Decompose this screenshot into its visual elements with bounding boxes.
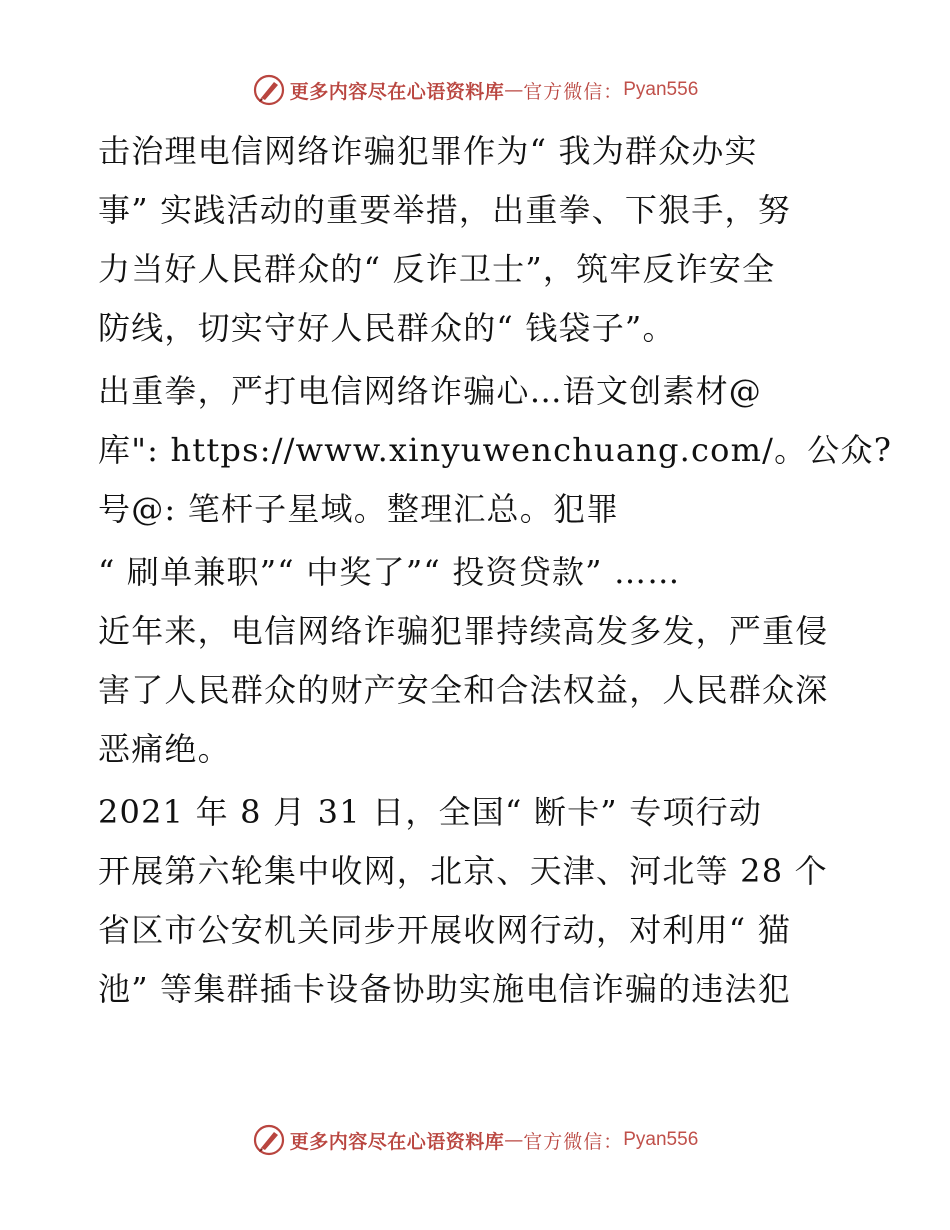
footer-wechat-label: 官方微信： bbox=[523, 1130, 624, 1153]
paragraph-3 bbox=[98, 543, 858, 779]
text-line: 库": https://www.xinyuwenchuang.com/。公众? bbox=[98, 431, 893, 469]
text-line: “ 刷单兼职”“ 中奖了”“ 投资贷款” …… bbox=[98, 553, 681, 591]
header-separator: — bbox=[504, 79, 524, 101]
header-wechat-label: 官方微信： bbox=[523, 80, 624, 103]
text-line: 恶痛绝。 bbox=[98, 730, 231, 768]
text-line: 开展第六轮集中收网，北京、天津、河北等 28 个 bbox=[98, 852, 828, 890]
footer-separator: — bbox=[504, 1129, 524, 1151]
quill-logo-icon bbox=[252, 73, 286, 107]
footer-banner bbox=[0, 1118, 950, 1162]
text-line: 击治理电信网络诈骗犯罪作为“ 我为群众办实 bbox=[98, 132, 758, 170]
quill-logo-icon bbox=[252, 1123, 286, 1157]
text-line: 2021 年 8 月 31 日，全国“ 断卡” 专项行动 bbox=[98, 793, 763, 831]
text-line: 事” 实践活动的重要举措，出重拳、下狠手，努 bbox=[98, 191, 791, 229]
text-line: 号@: 笔杆子星域。整理汇总。犯罪 bbox=[98, 490, 620, 528]
header-site-text: 更多内容尽在心语资料库 bbox=[289, 80, 505, 103]
text-line: 池” 等集群插卡设备协助实施电信诈骗的违法犯 bbox=[98, 970, 791, 1008]
text-line: 害了人民群众的财产安全和合法权益，人民群众深 bbox=[98, 671, 829, 709]
paragraph-4 bbox=[98, 783, 858, 1019]
paragraph-2 bbox=[98, 362, 893, 539]
header-account: Pyan556 bbox=[623, 79, 699, 100]
paragraph-1 bbox=[98, 122, 858, 358]
document-body bbox=[98, 122, 893, 1023]
text-line: 出重拳，严打电信网络诈骗心…语文创素材@ bbox=[98, 372, 763, 410]
text-line: 力当好人民群众的“ 反诈卫士”，筑牢反诈安全 bbox=[98, 250, 776, 288]
footer-account: Pyan556 bbox=[623, 1129, 699, 1150]
footer-site-text: 更多内容尽在心语资料库 bbox=[289, 1130, 505, 1153]
text-line: 省区市公安机关同步开展收网行动，对利用“ 猫 bbox=[98, 911, 791, 949]
header-banner bbox=[0, 68, 950, 112]
text-line: 近年来，电信网络诈骗犯罪持续高发多发，严重侵 bbox=[98, 612, 829, 650]
text-line: 防线，切实守好人民群众的“ 钱袋子”。 bbox=[98, 309, 676, 347]
